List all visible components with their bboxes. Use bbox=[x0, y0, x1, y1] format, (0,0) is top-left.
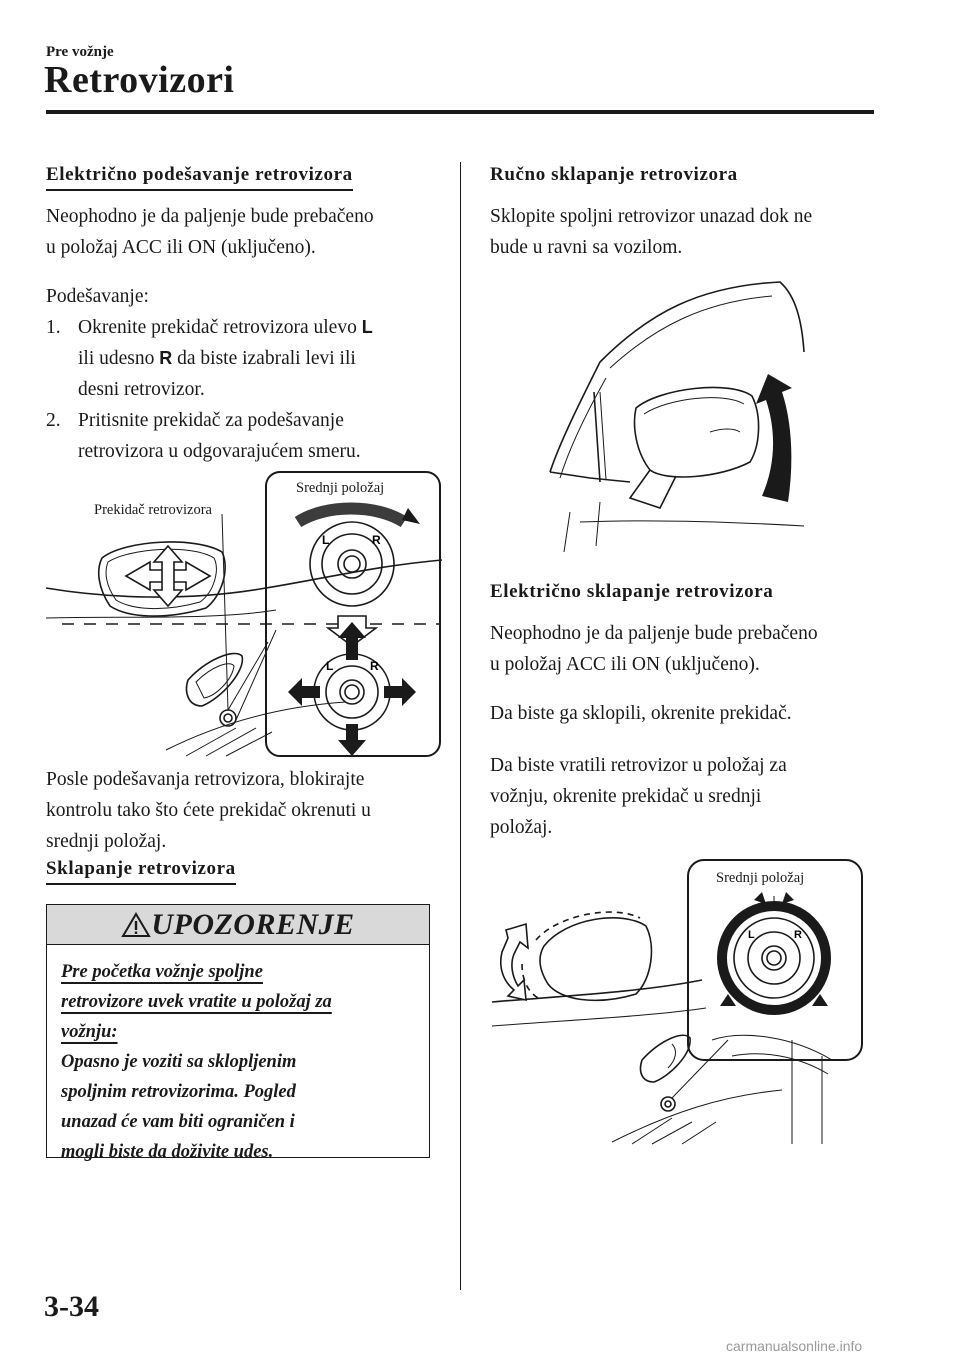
manual-fold-text bbox=[490, 201, 812, 263]
steps-label: Podešavanje: bbox=[46, 286, 149, 307]
page-title: Retrovizori bbox=[44, 59, 235, 101]
dial-letter-left: L bbox=[326, 659, 334, 673]
text-line: unazad će vam biti ograničen i bbox=[61, 1112, 295, 1132]
step-text: ili udesno bbox=[78, 348, 155, 369]
text-line: Pre početka vožnje spoljne bbox=[61, 962, 263, 982]
warning-triangle-icon bbox=[121, 912, 151, 938]
step-text: Okrenite prekidač retrovizora ulevo bbox=[78, 317, 357, 338]
text-line bbox=[78, 312, 446, 343]
key-left-glyph: L bbox=[361, 317, 373, 337]
watermark: carmanualsonline.info bbox=[726, 1338, 863, 1354]
text-line: Neophodno je da paljenje bude prebačeno bbox=[490, 623, 818, 644]
after-adjust-text bbox=[46, 764, 371, 857]
warning-title: UPOZORENJE bbox=[151, 907, 355, 941]
text-line: vožnju, okrenite prekidač u srednji bbox=[490, 786, 762, 807]
list-item bbox=[46, 312, 446, 405]
text-line: u položaj ACC ili ON (uključeno). bbox=[46, 237, 316, 258]
step-number: 1. bbox=[46, 317, 61, 338]
warning-header bbox=[47, 905, 429, 945]
text-line: Da biste vratili retrovizor u položaj za bbox=[490, 755, 787, 776]
text-line: retrovizore uvek vratite u položaj za bbox=[61, 992, 332, 1012]
manual-fold-heading: Ručno sklapanje retrovizora bbox=[490, 164, 738, 185]
text-line: Sklopite spoljni retrovizor unazad dok ne bbox=[490, 206, 813, 227]
callout-mirror-switch: Prekidač retrovizora bbox=[94, 502, 212, 518]
dial-letter-right: R bbox=[372, 533, 381, 547]
dial-letter-right: R bbox=[794, 929, 802, 941]
callout-center-position: Srednji položaj bbox=[296, 480, 385, 496]
section-label: Pre vožnje bbox=[46, 44, 114, 60]
page-number: 3-34 bbox=[44, 1290, 99, 1323]
step-text: da biste izabrali levi ili bbox=[177, 348, 356, 369]
text-line: položaj. bbox=[490, 817, 553, 838]
electric-fold-instruction: Da biste ga sklopili, okrenite prekidač. bbox=[490, 703, 792, 724]
column-divider bbox=[460, 162, 461, 1290]
warning-text bbox=[61, 957, 417, 1167]
dial-letter-left: L bbox=[748, 929, 755, 941]
text-line: Opasno je voziti sa sklopljenim bbox=[61, 1052, 297, 1072]
steps-list bbox=[46, 312, 446, 467]
list-item bbox=[46, 405, 446, 467]
text-line: Neophodno je da paljenje bude prebačeno bbox=[46, 206, 374, 227]
step-number: 2. bbox=[46, 410, 61, 431]
electric-fold-heading: Električno sklapanje retrovizora bbox=[490, 581, 774, 602]
warning-box bbox=[46, 904, 430, 1162]
dial-letter-left: L bbox=[322, 533, 330, 547]
electric-fold-return bbox=[490, 750, 787, 843]
text-line: Posle podešavanja retrovizora, blokirajte bbox=[46, 769, 365, 790]
text-line: Pritisnite prekidač za podešavanje bbox=[78, 410, 344, 431]
text-line: vožnju: bbox=[61, 1022, 118, 1042]
text-line: mogli biste da doživite udes. bbox=[61, 1142, 274, 1162]
folding-heading: Sklapanje retrovizora bbox=[46, 858, 236, 885]
text-line: retrovizora u odgovarajućem smeru. bbox=[78, 441, 361, 462]
electric-adjust-heading: Električno podešavanje retrovizora bbox=[46, 164, 353, 191]
electric-fold-illustration bbox=[492, 860, 864, 1144]
dial-letter-right: R bbox=[370, 659, 379, 673]
text-line: desni retrovizor. bbox=[78, 379, 205, 400]
callout-center-position: Srednji položaj bbox=[716, 870, 805, 886]
text-line: kontrolu tako što ćete prekidač okrenuti u bbox=[46, 800, 371, 821]
text-line: bude u ravni sa vozilom. bbox=[490, 237, 683, 258]
title-rule bbox=[46, 110, 874, 114]
electric-adjust-intro bbox=[46, 201, 374, 263]
key-right-glyph: R bbox=[159, 348, 173, 368]
text-line bbox=[78, 343, 446, 374]
text-line: u položaj ACC ili ON (uključeno). bbox=[490, 654, 760, 675]
text-line: spoljnim retrovizorima. Pogled bbox=[61, 1082, 296, 1102]
text-line: srednji položaj. bbox=[46, 831, 167, 852]
electric-fold-intro bbox=[490, 618, 818, 680]
manual-fold-illustration bbox=[540, 282, 808, 558]
